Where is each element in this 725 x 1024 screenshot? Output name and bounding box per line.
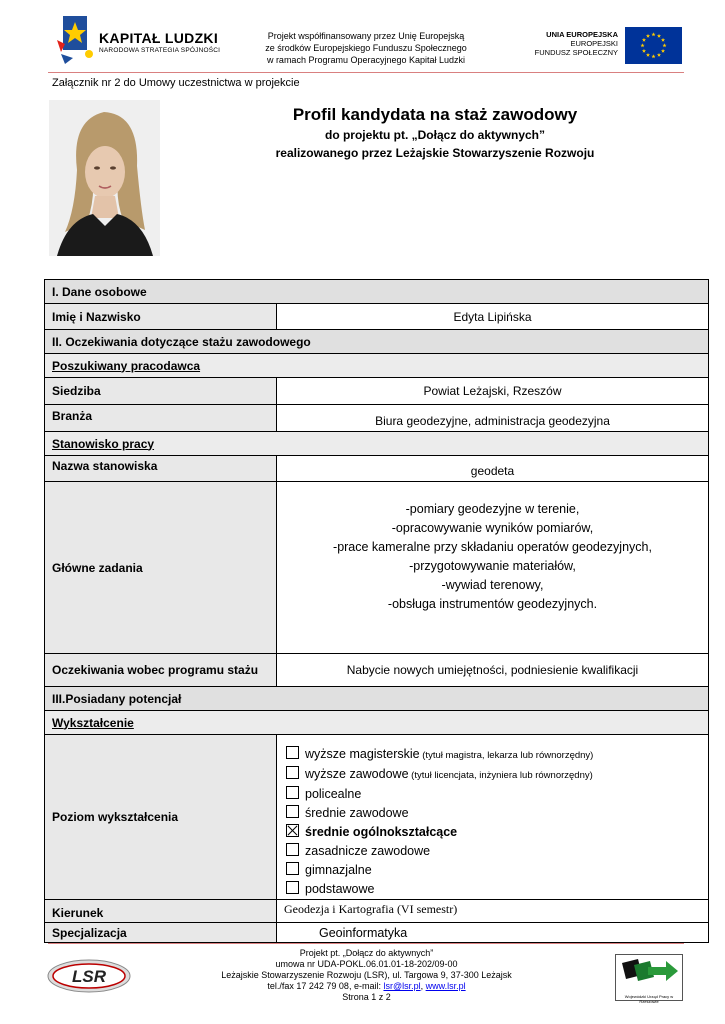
industry-value: Biura geodezyjne, administracja geodezyjna <box>277 405 709 432</box>
cofinancing-line-1: Projekt współfinansowany przez Unię Europejską <box>267 31 465 41</box>
eu-star <box>662 43 666 47</box>
education-checkbox[interactable] <box>286 766 299 779</box>
wup-text: Wojewódzki Urząd Pracy w Rzeszowie <box>624 994 674 1004</box>
education-option-note: (tytuł magistra, lekarza lub równorzędny) <box>419 750 594 761</box>
seat-label: Siedziba <box>45 378 277 405</box>
education-option[interactable] <box>286 842 701 861</box>
footer-contact: tel./fax 17 242 79 08, e-mail: lsr@lsr.pl, www.lsr.pl <box>267 981 466 991</box>
footer-info <box>185 948 548 1003</box>
education-option-note: (tytuł licencjata, inżyniera lub równorzędny) <box>408 770 593 781</box>
name-value: Edyta Lipińska <box>277 304 709 330</box>
section-personal: I. Dane osobowe <box>45 280 709 304</box>
section-potential: III.Posiadany potencjał <box>45 687 709 711</box>
industry-label: Branża <box>45 405 277 432</box>
annex-note: Załącznik nr 2 do Umowy uczestnictwa w projekcie <box>52 77 300 89</box>
education-option-label: gimnazjalne <box>305 863 372 877</box>
eu-fund-text <box>520 30 618 57</box>
position-name-value: geodeta <box>277 456 709 482</box>
education-option[interactable] <box>286 804 701 823</box>
education-option[interactable] <box>286 745 701 765</box>
lsr-logo <box>47 958 132 994</box>
field-label: Kierunek <box>45 900 277 923</box>
kapital-ludzki-emblem-icon <box>55 14 95 64</box>
page-number: Strona 1 z 2 <box>342 992 391 1002</box>
wup-logo <box>615 954 683 1004</box>
task-item: -pomiary geodezyjne w terenie, <box>405 502 580 516</box>
email-link[interactable]: lsr@lsr.pl <box>383 981 421 991</box>
task-item: -obsługa instrumentów geodezyjnych. <box>387 597 598 611</box>
education-checkbox[interactable] <box>286 746 299 759</box>
education-checkbox[interactable] <box>286 805 299 818</box>
document-organizer: realizowanego przez Leżajskie Stowarzyszenie Rozwoju <box>275 146 595 160</box>
education-option-label: wyższe magisterskie <box>305 747 420 761</box>
document-title: Profil kandydata na staż zawodowy <box>292 105 578 124</box>
education-option[interactable] <box>286 880 701 899</box>
education-checkbox[interactable] <box>286 786 299 799</box>
education-option-label: wyższe zawodowe <box>305 767 409 781</box>
eu-line-1: UNIA EUROPEJSKA <box>546 30 618 39</box>
section-expectations: II. Oczekiwania dotyczące stażu zawodowego <box>45 330 709 354</box>
expectations-label: Oczekiwania wobec programu stażu <box>45 654 277 687</box>
eu-star <box>657 34 661 38</box>
education-option[interactable] <box>286 785 701 804</box>
position-name-label: Nazwa stanowiska <box>45 456 277 482</box>
footer-project: Projekt pt. „Dołącz do aktywnych” <box>299 948 434 958</box>
cofinancing-line-2: ze środków Europejskiego Funduszu Społecznego <box>265 43 467 53</box>
seat-value: Powiat Leżajski, Rzeszów <box>277 378 709 405</box>
wup-arrows-icon <box>616 955 682 989</box>
eu-star <box>651 32 655 36</box>
education-level-options <box>277 735 709 900</box>
eu-star <box>640 43 644 47</box>
eu-star <box>651 54 655 58</box>
position-header: Stanowisko pracy <box>45 432 709 456</box>
cofinancing-note <box>235 30 497 66</box>
name-label: Imię i Nazwisko <box>45 304 277 330</box>
eu-flag-icon <box>625 27 682 64</box>
education-option[interactable] <box>286 765 701 785</box>
task-item: -wywiad terenowy, <box>441 578 544 592</box>
candidate-photo <box>49 100 160 256</box>
title-block <box>170 104 700 162</box>
field-value: Geodezja i Kartografia (VI semestr) <box>277 900 709 923</box>
eu-star <box>646 34 650 38</box>
education-checkbox[interactable] <box>286 824 299 837</box>
education-option-label: średnie ogólnokształcące <box>305 825 458 839</box>
education-header: Wykształcenie <box>45 711 709 735</box>
education-checkbox[interactable] <box>286 843 299 856</box>
specialization-value: Geoinformatyka <box>277 923 709 943</box>
education-option-label: średnie zawodowe <box>305 806 409 820</box>
logo-subtitle: NARODOWA STRATEGIA SPÓJNOŚCI <box>99 47 221 54</box>
eu-star <box>661 38 665 42</box>
eu-star <box>657 53 661 57</box>
website-link[interactable]: www.lsr.pl <box>425 981 466 991</box>
task-item: -przygotowywanie materiałów, <box>409 559 576 573</box>
lsr-logo-text: LSR <box>72 967 106 986</box>
eu-star <box>642 49 646 53</box>
eu-star <box>661 49 665 53</box>
education-level-label: Poziom wykształcenia <box>45 735 277 900</box>
employer-header: Poszukiwany pracodawca <box>45 354 709 378</box>
document-subtitle: do projektu pt. „Dołącz do aktywnych” <box>324 128 546 142</box>
education-option[interactable] <box>286 861 701 880</box>
education-option-label: zasadnicze zawodowe <box>305 844 431 858</box>
task-item: -prace kameralne przy składaniu operatów geodezyjnych, <box>333 540 652 554</box>
kapital-ludzki-logo <box>55 14 225 66</box>
logo-title: KAPITAŁ LUDZKI <box>99 30 219 46</box>
eu-star <box>642 38 646 42</box>
education-checkbox[interactable] <box>286 881 299 894</box>
eu-star <box>646 53 650 57</box>
education-checkbox[interactable] <box>286 862 299 875</box>
tasks-label: Główne zadania <box>45 482 277 654</box>
education-option-label: policealne <box>305 787 362 801</box>
footer-rule <box>48 943 684 944</box>
eu-line-3: FUNDUSZ SPOŁECZNY <box>534 48 618 57</box>
footer-contract: umowa nr UDA-POKL.06.01.01-18-202/09-00 <box>275 959 458 969</box>
expectations-value: Nabycie nowych umiejętności, podniesienie kwalifikacji <box>277 654 709 687</box>
task-item: -opracowywanie wyników pomiarów, <box>391 521 594 535</box>
candidate-profile-table <box>44 279 709 943</box>
specialization-label: Specjalizacja <box>45 923 277 943</box>
tasks-list <box>284 500 701 614</box>
footer-address: Leżajskie Stowarzyszenie Rozwoju (LSR), ul. Targowa 9, 37-300 Leżajsk <box>221 970 512 980</box>
tasks-value <box>277 482 709 654</box>
education-option-label: podstawowe <box>305 882 375 896</box>
header-rule <box>48 72 684 73</box>
education-option[interactable] <box>286 823 701 842</box>
cofinancing-line-3: w ramach Programu Operacyjnego Kapitał Ludzki <box>266 55 466 65</box>
eu-line-2: EUROPEJSKI <box>570 39 618 48</box>
education-options-list <box>284 745 701 899</box>
